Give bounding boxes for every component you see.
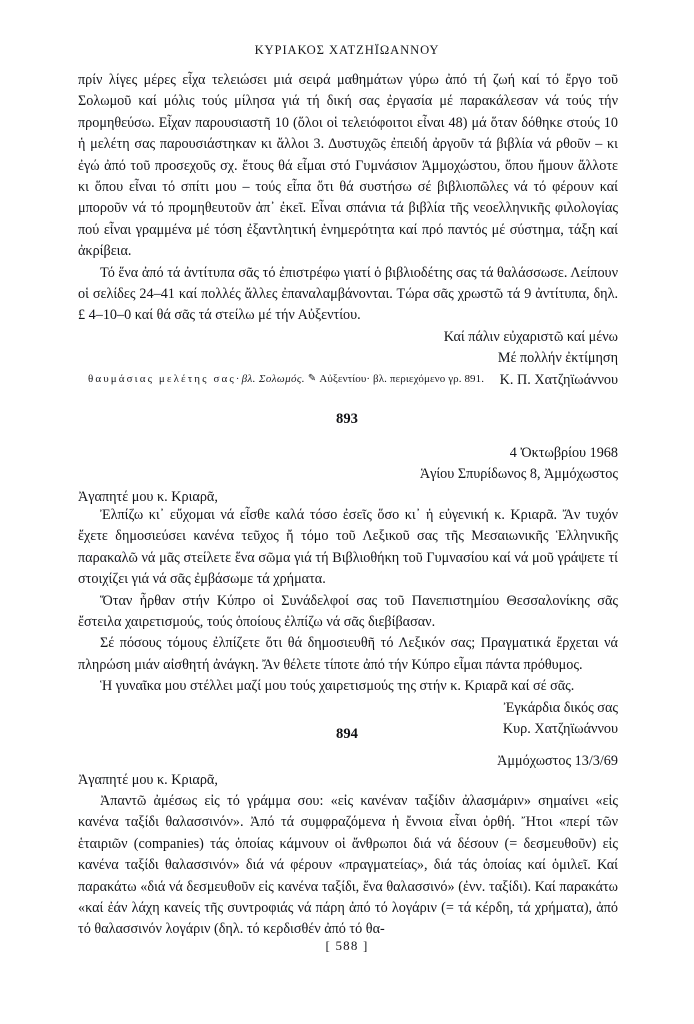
editorial-mark-icon: ✎ xyxy=(307,373,317,384)
apparatus-crossref: Αὐξεντίου· βλ. περιεχόμενο γρ. 891. xyxy=(319,373,485,385)
letter-892-body xyxy=(78,70,618,391)
letter-number-894: 894 xyxy=(336,726,358,742)
paragraph: πρίν λίγες μέρες εἶχα τελειώσει μιά σειρά μαθημάτων γύρω ἀπό τή ζωή καί τό ἔργο τοῦ Σολωμοῦ καί μόλις τούς μίλησα γιά τή δική σας ἐργασία μέ παρακάλεσαν νά τούς τήν προμηθεύσω. Εἶχαν παρουσιαστῆ 10 (ὅλοι οἱ τελειόφοιτοι εἶναι 48) μά ὅταν δόθηκε στούς 10 ἡ μελέτη σας παρουσιάστηκαν κι ἄλλοι 3. Δυστυχῶς ἐπειδή ἀργοῦν τά βιβλία νά ρθοῦν – κι ἐγώ ἀπό τοῦ προσεχοῦς σχ. ἔτους θά εἶμαι στό Γυμνάσιον Ἀμμοχώστου, ὅπου ἤμουν ἄλλοτε κι ὅπου εἶναι τό σπίτι μου – τούς εἶπα ὅτι θά συστήσω σέ βιβλιοπῶλες νά τό φέρουν καί μποροῦν νά τό προμηθευτοῦν ἀπ᾽ ἐκεῖ. Εἶναι σπάνια τά βιβλία τῆς νεοελληνικῆς φιλολογίας πού εἶναι γραμμένα μέ τόση ἐξαντλητική ἐνημερότητα καί πρό παντός μέ σύστημα, τάξη καί ἀκρίβεια. xyxy=(78,72,618,260)
salutation-893: Ἀγαπητέ μου κ. Κριαρᾶ, xyxy=(78,489,218,505)
signature-line: Κυρ. Χατζηϊωάννου xyxy=(502,721,618,738)
running-head: ΚΥΡΙΑΚΟΣ ΧΑΤΖΗΪΩΑΝΝΟΥ xyxy=(254,43,440,57)
paragraph: Σέ πόσους τόμους ἐλπίζετε ὅτι θά δημοσιευθῆ τό Λεξικόν σας; Πραγματικά ἔρχεται νά πληρώση μιάν αἰσθητή ἀνάγκη. Ἄν θέλετε τίποτε ἀπό τήν Κύπρο εἶμαι πάντα πρόθυμος. xyxy=(78,635,618,673)
paragraph: Ἡ γυναῖκα μου στέλλει μαζί μου τούς χαιρετισμούς της στήν κ. Κριαρᾶ καί σέ σᾶς. xyxy=(100,678,575,695)
paragraph: Τό ἕνα ἀπό τά ἀντίτυπα σᾶς τό ἐπιστρέφω γιατί ὁ βιβλιοδέτης σας τά θαλάσσωσε. Λείπουν οἱ σελίδες 24–41 καί πολλές ἄλλες ἐπαναλαμβάνονται. Τώρα σᾶς χρωστῶ τά 9 ἀντίτυπα, δηλ. £ 4–10–0 καί θά σᾶς τά στείλω μέ τήν Αὐξεντίου. xyxy=(78,264,618,324)
letter-dateline: Ἀμμόχωστος 13/3/69 xyxy=(497,753,618,769)
letter-address: Ἁγίου Σπυρίδωνος 8, Ἀμμόχωστος xyxy=(419,465,618,482)
signature-line: Κ. Π. Χατζηϊωάννου xyxy=(499,371,618,388)
apparatus-reference: βλ. Σολωμός. xyxy=(241,373,305,385)
letter-894-body xyxy=(78,791,618,941)
paragraph: Ἐλπίζω κι᾽ εὔχομαι νά εἶσθε καλά τόσο ἐσεῖς ὅσο κι᾽ ἡ εὐγενική κ. Κριαρᾶ. Ἄν τυχόν ἔχετε δημοσιεύσει κανένα τεῦχος ἤ τόμο τοῦ Λεξικοῦ σας τῆς Μεσαιωνικῆς Ἑλληνικῆς παρακαλῶ νά μᾶς στείλετε ἕνα σῶμα γιά τή Βιβλιοθήκη τοῦ Γυμνασίου καί νά μοῦ γράψετε τί στοιχίζει γιά νά σᾶς ἐμβάσωμε τά χρήματα. xyxy=(78,507,618,588)
paragraph: Ἀπαντῶ ἀμέσως εἰς τό γράμμα σου: «εἰς κανέναν ταξίδιν ἀλασμάριν» σημαίνει «εἰς κανένα ταξίδι θαλασσινόν». Ἀπό τά συμφραζόμενα ἡ ἔννοια εἶναι ὀρθή. Ἤτοι «περί τῶν ἑταιριῶν (companies) τάς ὁποίας κάμνουν οἱ ἄνθρωποι διά νά δέσουν (= δεσμευθοῦν) εἰς κανένα ταξίδι θαλασσινόν» διά νά φέρουν «πραγματείας», διά τάς ὁποίας καί ὁμιλεῖ. Καί παρακάτω «διά νά δεσμευθοῦν εἰς κανένα ταξίδι, ἕνα θαλασσινό» (ἐνν. ταξίδι). Καί παρακάτω «καί ἐάν λάχη κανείς τῆς συντροφιάς νά πάρη ἀπό τό λογάριν (= τά κέρδη, τά χρήματα), ἀπό τό θαλασσινόν λογάριν (δηλ. τό κερδισθέν ἀπό τό θα- xyxy=(78,793,618,938)
closing-line: Καί πάλιν εὐχαριστῶ καί μένω xyxy=(443,328,618,345)
letter-893-body xyxy=(78,505,618,740)
closing-line: Ἐγκάρδια δικός σας xyxy=(503,699,618,716)
paragraph: Ὅταν ἦρθαν στήν Κύπρο οἱ Συνάδελφοί σας τοῦ Πανεπιστημίου Θεσσαλονίκης σᾶς ἔστειλα χαιρετισμούς, τούς ὁποίους ἐλπίζω νά σᾶς διεβίβασαν. xyxy=(78,592,618,631)
dateline-894 xyxy=(78,751,618,772)
closing-line: Μέ πολλήν ἐκτίμηση xyxy=(497,350,618,367)
apparatus-note xyxy=(88,372,628,387)
page-number: [ 588 ] xyxy=(325,938,369,953)
letter-number-893: 893 xyxy=(336,411,358,427)
salutation-894: Ἀγαπητέ μου κ. Κριαρᾶ, xyxy=(78,772,218,788)
letter-date: 4 Ὀκτωβρίου 1968 xyxy=(509,445,618,461)
apparatus-lemma: θαυμάσιας μελέτης σας· xyxy=(88,373,242,385)
dateline-893 xyxy=(78,443,618,484)
